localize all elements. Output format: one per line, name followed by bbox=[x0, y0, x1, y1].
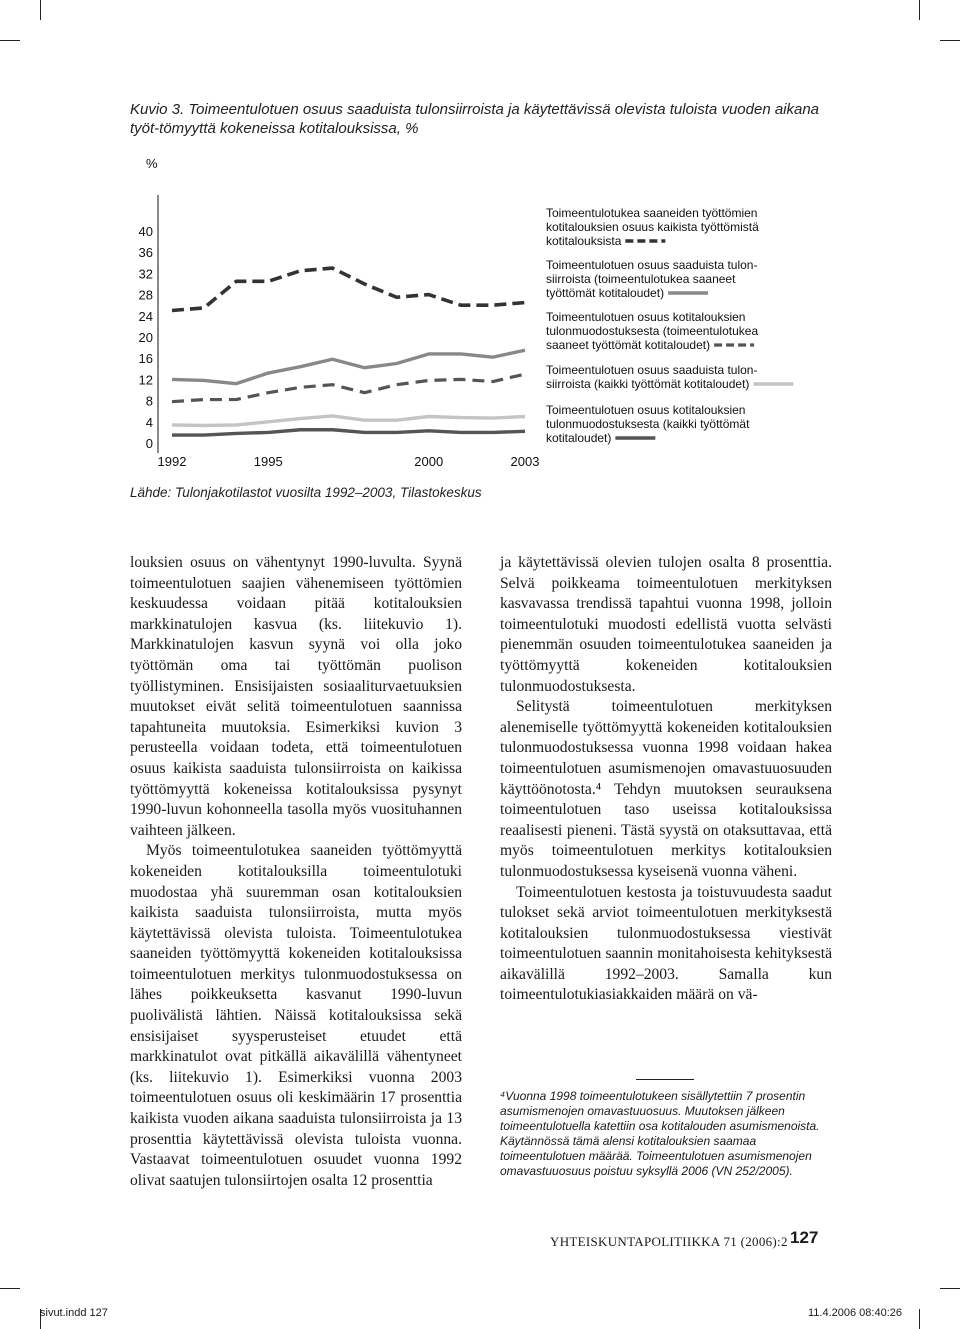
legend-label: Toimeentulotuen osuus kotitalouksien bbox=[546, 310, 746, 324]
legend-entry-1 bbox=[546, 206, 759, 248]
paragraph: Toimeentulotuen kestosta ja toistuvuudesta saadut tulokset sekä arviot toimeentulotuen merkityksestä kotitalouksien tulonmuodostuksessa viestivät toimeentulotuen saannin monitahoisesta kehityksestä aikavälillä 1992–2003. Samalla kun toimeentulotukiasiakkaiden määrä on vä- bbox=[500, 883, 832, 1004]
x-axis bbox=[158, 454, 540, 469]
y-tick-label: 8 bbox=[145, 393, 153, 409]
x-tick-label: 2000 bbox=[414, 454, 444, 469]
x-tick-label: 2003 bbox=[510, 454, 540, 469]
legend bbox=[546, 206, 793, 445]
paragraph: Selitystä toimeentulotuen merkityksen alenemiselle työttömyyttä kokeneiden kotitalouksien tulonmuodostuksessa vuonna 1998 voidaan hakea toimeentulotuen asumismenojen omavastuuosuuden käyttöönotosta.⁴ Tehdyn muutoksen seurauksena toimeentulotuen taso useissa kotitalouksissa reaalisesti pieneni. Tästä syystä on otaksuttavaa, että myös toimeentulotuen merkitys kotitalouksien tulonmuodostuksessa kyseisenä vuonna väheni. bbox=[500, 698, 832, 880]
series-line-5 bbox=[172, 430, 525, 435]
journal-name: YHTEISKUNTAPOLITIIKKA 71 (2006):2 bbox=[550, 1234, 788, 1249]
legend-label: Toimeentulotukea saaneiden työttömien bbox=[546, 206, 758, 220]
y-tick-label: 20 bbox=[138, 330, 153, 345]
crop-mark bbox=[919, 1309, 920, 1329]
legend-label: Toimeentulotuen osuus saaduista tulon- bbox=[546, 258, 758, 272]
paragraph: ja käytettävissä olevien tulojen osalta 8 prosenttia. Selvä poikkeama toimeentulotuen merkityksen kasvavassa trendissä tapahtui vuonna 1998, jolloin toimeentulotuki muodosti edellistä vuotta selvästi pienemmän osuuden toimeentulotukea saaneiden ja työttömyyttä kokeneiden kotitalouksien tulonmuodostuksesta. bbox=[500, 554, 832, 695]
x-tick-label: 1992 bbox=[157, 454, 187, 469]
legend-label: kotitalouksista bbox=[546, 234, 622, 248]
figure-source: Lähde: Tulonjakotilastot vuosilta 1992–2003, Tilastokeskus bbox=[130, 485, 482, 500]
x-tick-label: 1995 bbox=[253, 454, 283, 469]
crop-mark bbox=[0, 1288, 20, 1289]
figure-title: Toimeentulotuen osuus saaduista tulonsiirroista ja käytettävissä olevista tuloista vuoden aikana työt-tömyyttä kokeneissa kotitalouksissa, % bbox=[130, 101, 820, 137]
legend-label: kotitaloudet) bbox=[546, 431, 612, 445]
legend-label: tulonmuodostuksesta (kaikki työttömät bbox=[546, 417, 750, 431]
legend-entry-5 bbox=[546, 403, 750, 445]
slug-filename: sivut.indd 127 bbox=[40, 1307, 108, 1319]
series-line-1 bbox=[172, 268, 525, 310]
y-tick-label: 24 bbox=[138, 308, 153, 324]
paragraph: Myös toimeentulotukea saaneiden työttömyyttä kokeneiden kotitalouksilla toimeentulotuki muodostaa yhä suuremman osan kotitalouksien kaikista saaduista tulonsiirroista, mutta myös käytettävissä olevista tuloista. Toimeentulotukea saaneiden työttömyyttä kokeneiden kotitalouksissa toimeentulotuen merkitys tulonmuodostuksessa on lähes poikkeuksetta kasvanut 1990-luvun puolivälistä lähtien. Näissä kotitalouksissa sekä ensisijaiset syysperusteiset etuudet että markkinatulot ovat pitkällä aikavälillä vähentyneet (ks. liitekuvio 1). Esimerkiksi vuonna 2003 toimeentulotuen osuus oli keskimäärin 17 prosenttia kaikista vuoden aikana saaduista tulonsiirroista ja 13 prosenttia käytettävissä olevista tuloista vuonna. Vastaavat toimeentulotuen osuudet vuonna 1992 olivat saatujen tulonsiirtojen osalta 12 prosenttia bbox=[130, 842, 462, 1189]
y-axis bbox=[139, 156, 158, 453]
legend-label: Toimeentulotuen osuus saaduista tulon- bbox=[546, 363, 758, 377]
y-tick-label: 12 bbox=[138, 372, 153, 388]
legend-entry-3 bbox=[546, 310, 758, 352]
y-tick-label: 36 bbox=[138, 245, 153, 261]
body-column-right bbox=[500, 553, 832, 1006]
series-group bbox=[172, 268, 525, 435]
series-line-2 bbox=[172, 350, 525, 383]
figure-number: Kuvio 3. bbox=[130, 101, 185, 118]
series-line-3 bbox=[172, 374, 525, 402]
legend-label: kotitalouksien osuus kaikista työttömistä bbox=[546, 220, 759, 234]
legend-label: siirroista (kaikki työttömät kotitaloudet) bbox=[546, 377, 750, 391]
footnote: ⁴Vuonna 1998 toimeentulotukeen sisällytettiin 7 prosentin asumismenojen omavastuuosuus. Muutoksen jälkeen toimeentulotuella katettiin osa kotitalouden asumismenoista. Käytännössä tämä alensi kotitalouksien saamaa toimeentulotuen määrää. Toimeentulotuen asumismenojen omavastuuosuus poistuu syksyllä 2006 (VN 252/2005). bbox=[500, 1089, 820, 1178]
line-chart bbox=[0, 0, 960, 480]
footnote-divider bbox=[636, 1079, 694, 1080]
series-line-4 bbox=[172, 416, 525, 426]
y-tick-label: 0 bbox=[145, 436, 153, 451]
body-column-left bbox=[130, 553, 462, 1191]
crop-mark bbox=[940, 1288, 960, 1289]
page-number: 127 bbox=[790, 1228, 819, 1247]
y-tick-label: 28 bbox=[138, 287, 153, 303]
y-axis-unit: % bbox=[146, 156, 158, 171]
slug-datetime: 11.4.2006 08:40:26 bbox=[808, 1307, 902, 1319]
legend-entry-2 bbox=[546, 258, 757, 300]
paragraph: louksien osuus on vähentynyt 1990-luvulta. Syynä toimeentulotuen saajien vähenemiseen työttömien keskuudessa voidaan pitää kotitalouksien markkinatulojen kasvua (ks. liitekuvio 1). Markkinatulojen kasvun syynä voi olla joko työttömän oma tai työttömän puolison työllistyminen. Ensisijaisten sosiaaliturvaetuuksien muutokset eivät selitä toimeentulotuen saannissa tapahtuneita muutoksia. Esimerkiksi kuvion 3 perusteella voidaan todeta, että toimeentulotuen osuus kaikista saaduista tulonsiirroista on kaikissa työttömyyttä kokeneissa kotitalouksissa pysynyt 1990-luvun kohonneella tasolla myös vuosituhannen vaihteen jälkeen. bbox=[130, 554, 462, 839]
y-tick-label: 16 bbox=[138, 351, 153, 367]
legend-entry-4 bbox=[546, 363, 793, 391]
y-tick-label: 32 bbox=[138, 266, 153, 282]
y-tick-label: 4 bbox=[145, 414, 153, 430]
y-tick-label: 40 bbox=[138, 224, 153, 239]
legend-label: saaneet työttömät kotitaloudet) bbox=[546, 338, 711, 352]
legend-label: tulonmuodostuksesta (toimeentulotukea bbox=[546, 324, 759, 338]
legend-label: siirroista (toimeentulotukea saaneet bbox=[546, 272, 736, 286]
legend-label: Toimeentulotuen osuus kotitalouksien bbox=[546, 403, 746, 417]
legend-label: työttömät kotitaloudet) bbox=[546, 286, 665, 300]
